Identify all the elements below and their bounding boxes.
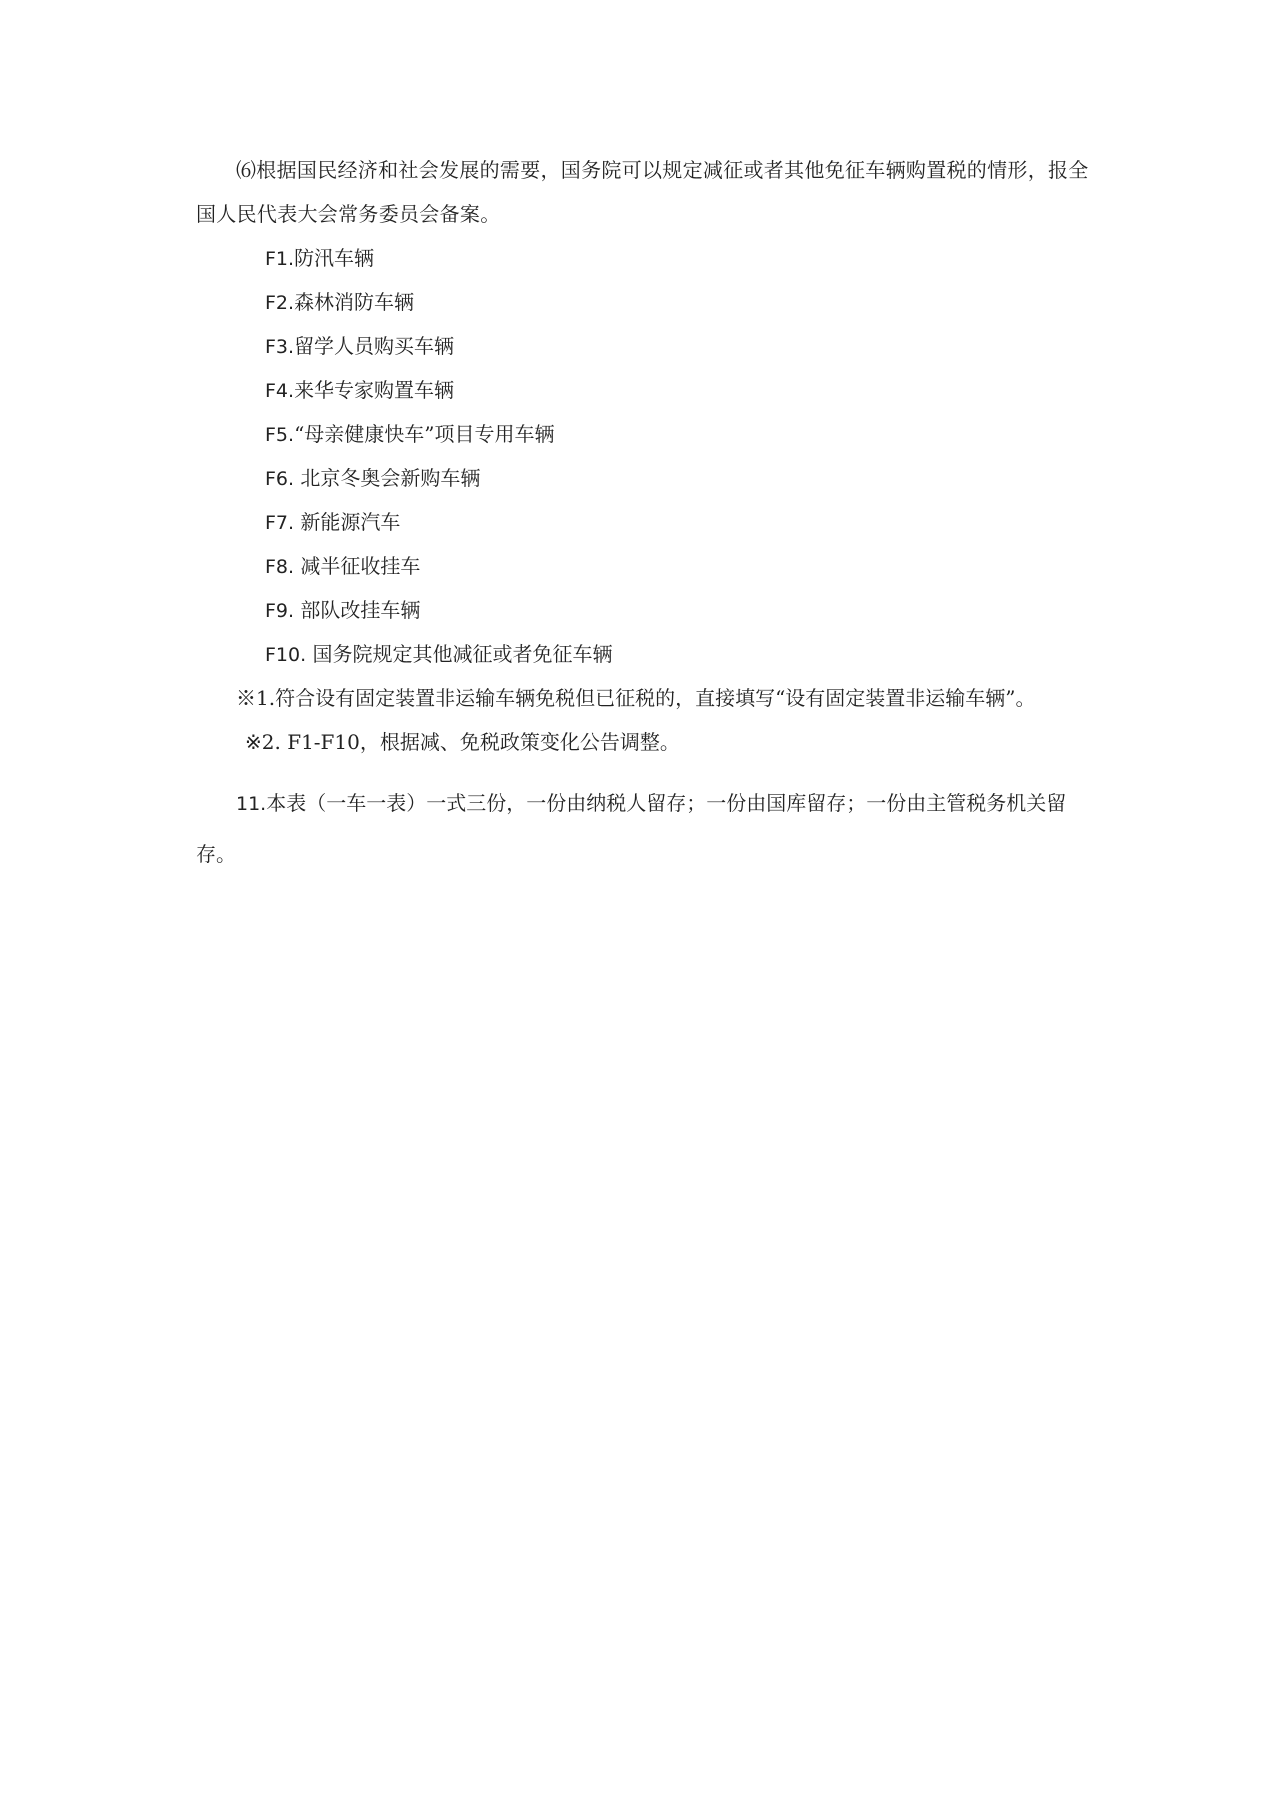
list-item-f3 [196,324,1096,368]
item-text: 部队改挂车辆 [294,598,421,622]
item-code: F3. [265,336,295,358]
item-code: F5. [265,424,295,446]
item-code: F9. [265,600,295,622]
item-code: F7. [265,512,295,534]
item-text: 防汛车辆 [294,246,375,270]
item-code: F4. [265,380,295,402]
note-2: ※2. F1-F10，根据减、免税政策变化公告调整。 [245,730,680,754]
list-item-f2 [196,280,1096,324]
item-text: 北京冬奥会新购车辆 [294,466,481,490]
note-1: ※1.符合设有固定装置非运输车辆免税但已征税的，直接填写“设有固定装置非运输车辆”。 [236,686,1036,710]
item-text: 减半征收挂车 [294,554,421,578]
item-11-number: 11. [236,793,267,815]
paragraph-6: ⑹根据国民经济和社会发展的需要，国务院可以规定减征或者其他免征车辆购置税的情形，报全国人民代表大会常务委员会备案。 [196,158,1089,226]
list-item-f7 [196,500,1096,544]
list-item-f10 [196,632,1096,676]
item-code: F2. [265,292,295,314]
item-11 [196,778,1096,879]
exemption-list [196,236,1096,676]
item-text: 新能源汽车 [294,510,401,534]
list-item-f1 [196,236,1096,280]
item-text: “母亲健康快车”项目专用车辆 [294,422,555,446]
item-text: 来华专家购置车辆 [294,378,455,402]
item-code: F8. [265,556,295,578]
item-11-text: 本表（一车一表）一式三份，一份由纳税人留存；一份由国库留存；一份由主管税务机关留存。 [196,791,1067,866]
item-text: 留学人员购买车辆 [294,334,455,358]
item-text: 国务院规定其他减征或者免征车辆 [306,642,613,666]
item-code: F1. [265,248,295,270]
list-item-f9 [196,588,1096,632]
item-text: 森林消防车辆 [294,290,415,314]
list-item-f5 [196,412,1096,456]
list-item-f4 [196,368,1096,412]
list-item-f6 [196,456,1096,500]
item-code: F6. [265,468,295,490]
list-item-f8 [196,544,1096,588]
spacer [196,764,1096,778]
document-body [196,148,1096,879]
item-code: F10. [265,644,307,666]
